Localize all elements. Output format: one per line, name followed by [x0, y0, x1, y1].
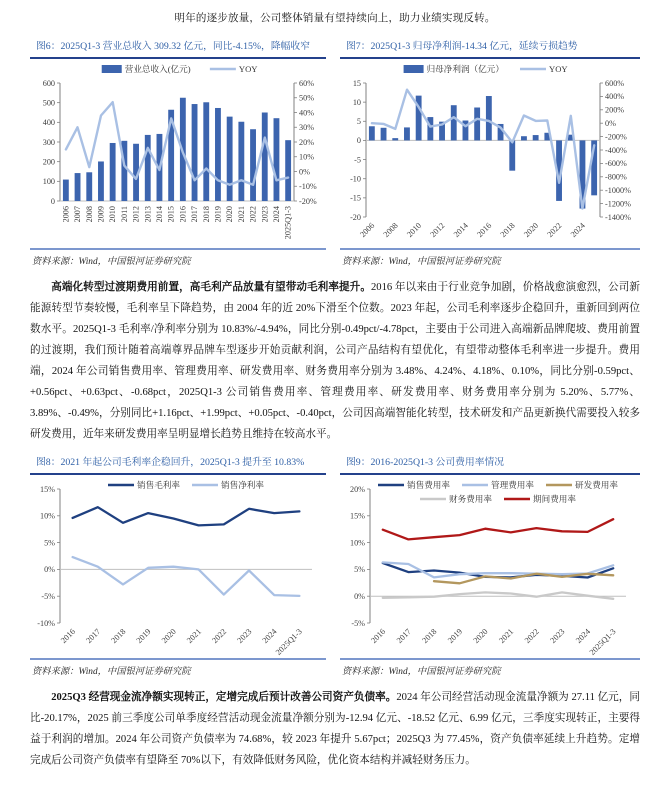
svg-text:2022: 2022 [545, 221, 564, 239]
svg-text:-5%: -5% [351, 618, 365, 628]
svg-text:30%: 30% [299, 123, 315, 133]
figure-6-title: 图6：2025Q1-3 营业总收入 309.32 亿元，同比-4.15%，降幅收窄 [36, 41, 311, 52]
svg-text:销售毛利率: 销售毛利率 [137, 480, 180, 490]
svg-text:2025Q1-3: 2025Q1-3 [273, 627, 304, 657]
svg-text:600: 600 [42, 78, 55, 88]
svg-text:2020: 2020 [159, 627, 178, 645]
svg-text:2019: 2019 [213, 206, 223, 223]
svg-text:2020: 2020 [522, 221, 541, 239]
svg-text:研发费用率: 研发费用率 [575, 480, 618, 490]
svg-text:2022: 2022 [248, 206, 258, 223]
svg-text:-1200%: -1200% [605, 199, 631, 209]
svg-text:2018: 2018 [201, 206, 211, 223]
svg-text:-10%: -10% [299, 182, 317, 192]
svg-text:2024: 2024 [260, 627, 279, 645]
net-profit-bar-line-chart [340, 59, 640, 247]
svg-text:2008: 2008 [381, 221, 400, 239]
svg-text:400: 400 [42, 118, 55, 128]
svg-text:-200%: -200% [605, 132, 627, 142]
svg-text:营业总收入(亿元): 营业总收入(亿元) [124, 64, 191, 74]
svg-text:归母净利润（亿元）: 归母净利润（亿元） [426, 64, 504, 74]
svg-text:2009: 2009 [96, 206, 106, 223]
figure-9-title: 图9：2016-2025Q1-3 公司费用率情况 [346, 457, 505, 468]
svg-text:2025Q1-3: 2025Q1-3 [587, 627, 618, 657]
svg-text:200%: 200% [605, 105, 625, 115]
svg-text:2006: 2006 [61, 206, 71, 223]
svg-text:管理费用率: 管理费用率 [491, 480, 534, 490]
svg-text:5%: 5% [44, 538, 55, 548]
svg-text:2014: 2014 [154, 206, 164, 223]
svg-text:-5%: -5% [41, 592, 55, 601]
figure-row-2 [30, 455, 640, 677]
svg-text:2019: 2019 [446, 627, 465, 645]
svg-text:2024: 2024 [271, 206, 281, 223]
svg-text:5: 5 [356, 117, 361, 127]
svg-text:销售净利率: 销售净利率 [221, 480, 264, 490]
figure-8-title: 图8：2021 年起公司毛利率企稳回升，2025Q1-3 提升至 10.83% [36, 457, 305, 468]
intro-text: 明年的逐步放量，公司整体销量有望持续向上，助力业绩实现反转。 [174, 13, 496, 24]
svg-text:-15: -15 [350, 193, 361, 203]
svg-text:-10%: -10% [37, 618, 55, 628]
figure-7 [340, 39, 640, 267]
svg-text:-20%: -20% [299, 196, 317, 206]
svg-text:60%: 60% [299, 78, 315, 88]
svg-text:300: 300 [42, 137, 55, 147]
svg-text:10%: 10% [349, 538, 365, 548]
svg-text:2021: 2021 [497, 627, 516, 645]
svg-text:2008: 2008 [84, 206, 94, 223]
svg-text:2006: 2006 [358, 221, 377, 239]
svg-text:0: 0 [356, 136, 361, 146]
svg-text:-800%: -800% [605, 172, 627, 182]
paragraph-cashflow-body: 2024 年公司经营活动现金流量净额为 27.11 亿元，同比-20.17%，2025 前三季度公司单季度经营活动现金流量净额分别为-12.94 亿元、-18.52 亿元、6.99 亿元，三季度实现转正，主要得益于利润的增加。2024 年公司资产负债率为 74.68%，较 2023 年提升 5.67pct；2025Q3 为 77.45%，资产负债率延续上升趋势。定增完成后公司资产负债率有望降至 70%以下，有效降低财务风险，优化资本结构并减轻财务压力。 [30, 692, 641, 766]
svg-text:2023: 2023 [235, 627, 254, 645]
svg-text:期间费用率: 期间费用率 [533, 494, 576, 504]
svg-text:2025Q1-3: 2025Q1-3 [283, 206, 293, 240]
svg-text:5%: 5% [354, 565, 365, 575]
svg-text:20%: 20% [299, 137, 315, 147]
svg-text:2016: 2016 [178, 206, 188, 223]
svg-text:50%: 50% [299, 93, 315, 103]
svg-text:2017: 2017 [394, 627, 413, 645]
svg-text:-600%: -600% [605, 159, 627, 169]
svg-text:2012: 2012 [131, 206, 141, 223]
paragraph-margin-analysis [30, 277, 640, 445]
svg-text:40%: 40% [299, 108, 315, 118]
figure-7-title: 图7：2025Q1-3 归母净利润-14.34 亿元，延续亏损趋势 [346, 41, 578, 52]
svg-text:2016: 2016 [369, 627, 388, 645]
svg-text:0%: 0% [605, 119, 616, 128]
svg-text:2018: 2018 [420, 627, 439, 645]
svg-text:2015: 2015 [166, 206, 176, 223]
svg-text:2024: 2024 [574, 627, 593, 645]
revenue-bar-line-chart [30, 59, 326, 247]
paragraph-margin-body: 2016 年以来由于行业竞争加剧，价格战愈演愈烈，公司新能源转型节奏较慢，毛利率呈下降趋势，由 2004 年的近 20%下滑至个位数。2023 年起，公司毛利率逐步企稳回升，重新回到两位数水平。2025Q1-3 毛利率/净利率分别为 10.83%/-4.94%，同比分别-0.49pct/-4.78pct，主要由于公司进入高端新品牌爬坡、费用前置的过渡期，我们预计随着高端尊界品牌车型逐步开始贡献利润，公司产品结构有望优化，有望带动整体毛利率进一步提升。费用端，2024 年公司销售费用率、管理费用率、研发费用率、财务费用率分别为 3.48%、4.24%、4.18%、0.10%，同比分别-0.59pct、+0.56pct、+0.63pct、-0.68pct，2025Q1-3 公司销售费用率、管理费用率、研发费用率、财务费用率分别为 5.20%、5.77%、3.89%、-0.49%，分别同比+1.16pct、+1.99pct、+0.05pct、-0.40pct，公司因高端智能化转型，技术研发和产品更新换代需要投入较多研发费用，近年来研发费用率呈明显增长趋势且维持在较高水平。 [30, 282, 640, 440]
svg-text:500: 500 [42, 98, 55, 108]
svg-text:2024: 2024 [568, 221, 587, 239]
expense-ratio-lines-chart [340, 475, 640, 657]
figure-7-source: 资料来源：Wind，中国银河证券研究院 [342, 257, 501, 267]
svg-text:0%: 0% [299, 167, 310, 177]
svg-text:2021: 2021 [185, 627, 204, 645]
svg-text:2014: 2014 [451, 221, 470, 239]
svg-text:2013: 2013 [143, 206, 153, 223]
svg-text:2020: 2020 [225, 206, 235, 223]
svg-text:15%: 15% [39, 484, 55, 494]
svg-text:600%: 600% [605, 78, 625, 88]
paragraph-margin-lead: 高端化转型过渡期费用前置，高毛利产品放量有望带动毛利率提升。 [51, 282, 371, 293]
svg-text:0: 0 [50, 196, 55, 206]
svg-text:-20: -20 [350, 212, 361, 222]
svg-text:15%: 15% [349, 511, 365, 521]
svg-text:2012: 2012 [428, 221, 447, 239]
svg-text:200: 200 [42, 157, 55, 167]
svg-text:销售费用率: 销售费用率 [407, 480, 450, 490]
svg-text:10: 10 [352, 97, 361, 107]
svg-text:2011: 2011 [119, 206, 129, 223]
figure-6 [30, 39, 326, 267]
svg-text:-400%: -400% [605, 145, 627, 155]
svg-text:-1000%: -1000% [605, 186, 631, 195]
svg-text:2023: 2023 [260, 206, 270, 223]
svg-text:2023: 2023 [548, 627, 567, 645]
figure-9-source: 资料来源：Wind，中国银河证券研究院 [342, 667, 501, 677]
svg-text:-1400%: -1400% [605, 212, 631, 222]
svg-text:2016: 2016 [59, 627, 78, 645]
svg-text:15: 15 [352, 78, 361, 88]
svg-text:2010: 2010 [108, 206, 118, 223]
figure-8 [30, 455, 326, 677]
svg-text:2018: 2018 [498, 221, 517, 239]
svg-text:2021: 2021 [236, 206, 246, 223]
svg-text:YOY: YOY [548, 64, 568, 74]
svg-text:400%: 400% [605, 92, 625, 102]
paragraph-cashflow-lead: 2025Q3 经营现金流净额实现转正，定增完成后预计改善公司资产负债率。 [51, 692, 397, 703]
svg-text:2022: 2022 [210, 627, 229, 645]
svg-text:YOY: YOY [238, 64, 258, 74]
svg-text:2018: 2018 [109, 627, 128, 645]
figure-6-source: 资料来源：Wind，中国银河证券研究院 [32, 257, 191, 267]
svg-text:2010: 2010 [405, 221, 424, 239]
figure-8-source: 资料来源：Wind，中国银河证券研究院 [32, 667, 191, 677]
svg-text:0%: 0% [354, 592, 365, 601]
svg-text:财务费用率: 财务费用率 [449, 494, 492, 504]
figure-row-1 [30, 39, 640, 267]
svg-text:2022: 2022 [522, 627, 541, 645]
svg-text:0%: 0% [44, 565, 55, 575]
svg-text:2016: 2016 [475, 221, 494, 239]
margin-lines-chart [30, 475, 326, 657]
svg-text:2017: 2017 [84, 627, 103, 645]
svg-text:20%: 20% [349, 484, 365, 494]
svg-text:2020: 2020 [471, 627, 490, 645]
svg-text:10%: 10% [39, 511, 55, 521]
svg-text:-10: -10 [350, 174, 361, 184]
figure-9 [340, 455, 640, 677]
svg-text:100: 100 [42, 177, 55, 187]
svg-text:2019: 2019 [134, 627, 153, 645]
svg-text:2007: 2007 [73, 206, 83, 223]
svg-text:-5: -5 [354, 155, 361, 165]
svg-text:2017: 2017 [190, 206, 200, 223]
paragraph-cashflow-analysis [30, 687, 640, 771]
svg-text:10%: 10% [299, 152, 315, 162]
